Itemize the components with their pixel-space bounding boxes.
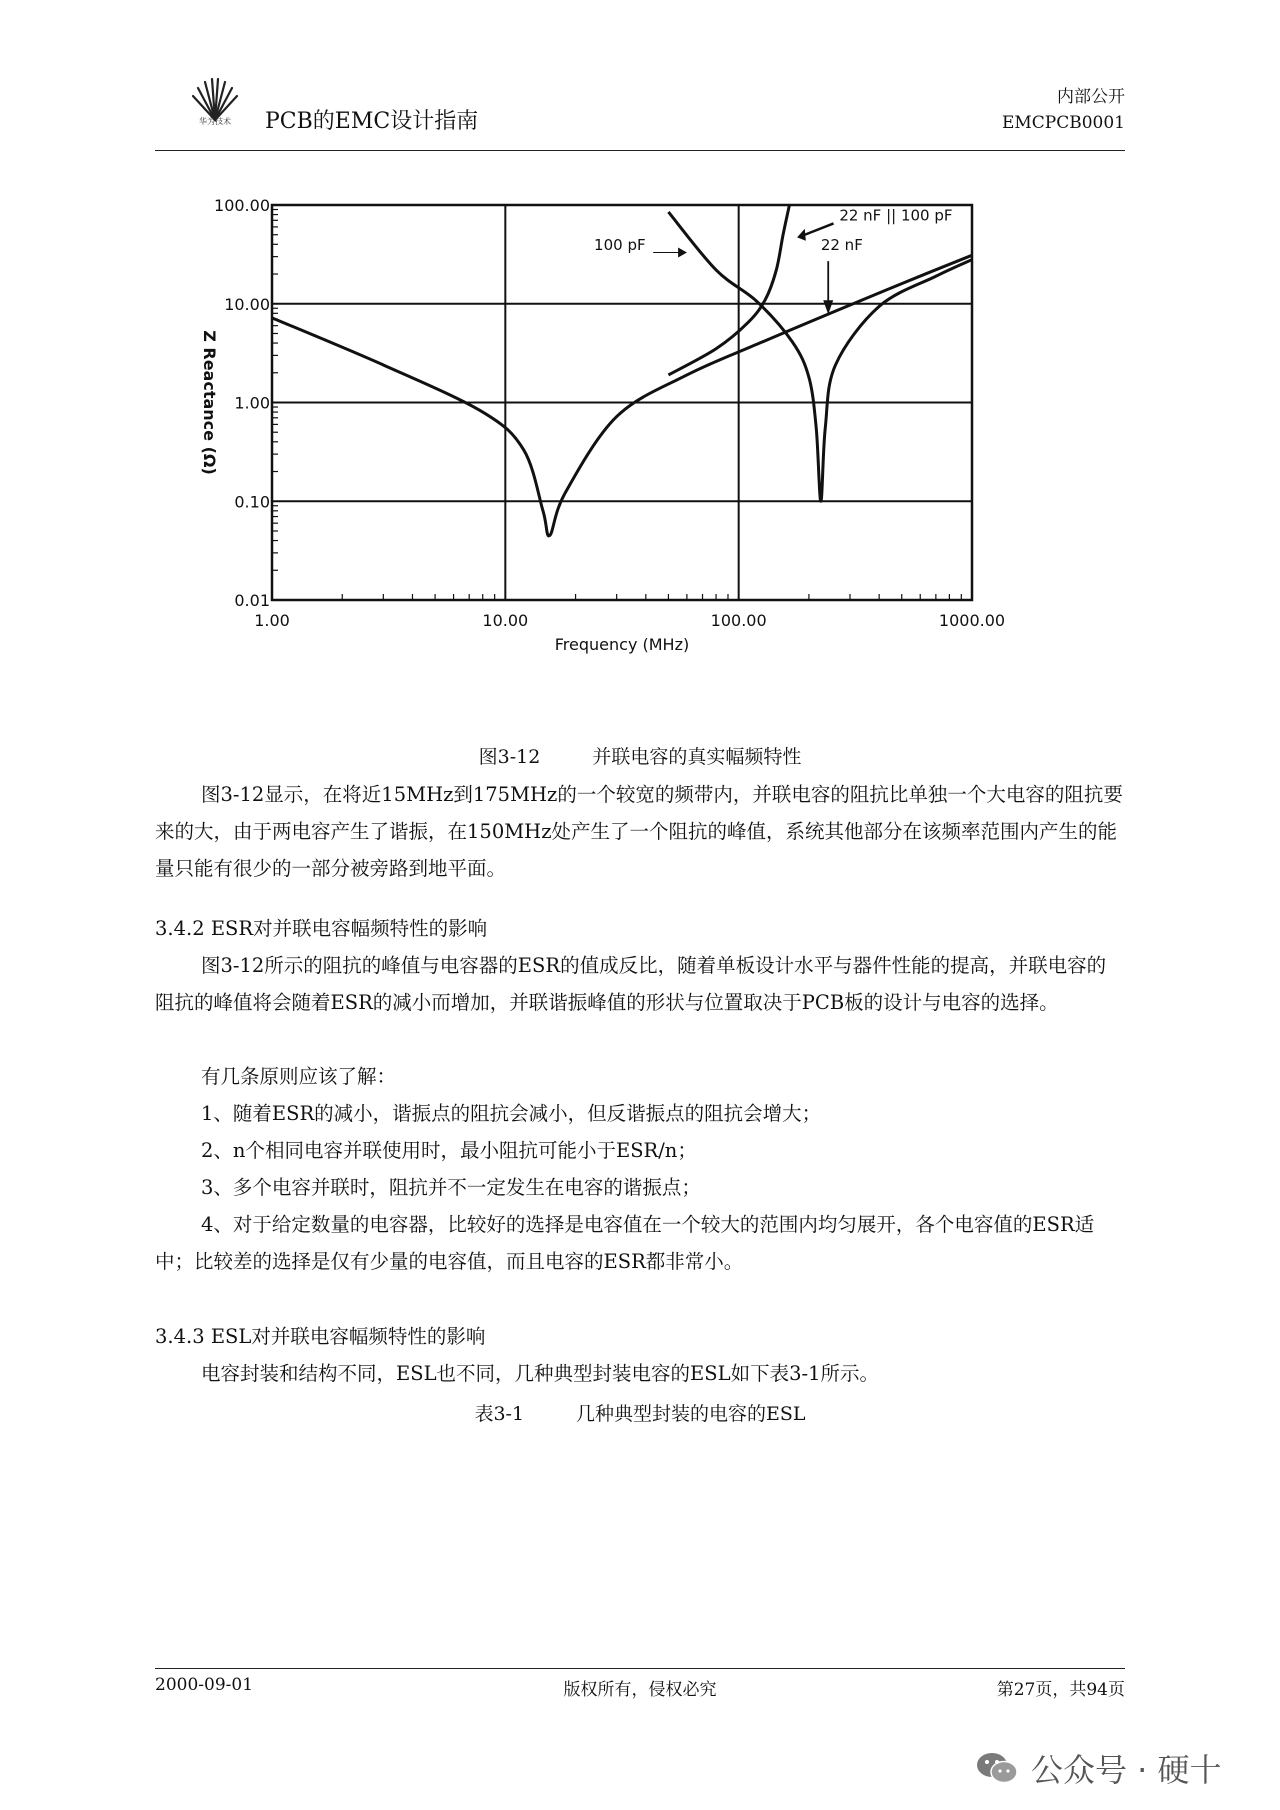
- y-tick-label: 1.00: [234, 393, 270, 413]
- y-tick-label: 0.10: [234, 492, 270, 512]
- table-number: 表3-1: [474, 1403, 525, 1425]
- table-title: 几种典型封装的电容的ESL: [576, 1403, 806, 1425]
- principle-4: 4、对于给定数量的电容器，比较好的选择是电容值在一个较大的范围内均匀展开，各个电容值的ESR适中；比较差的选择是仅有少量的电容值，而且电容的ESR都非常小。: [155, 1213, 1095, 1273]
- figure-number: 图3-12: [478, 746, 541, 768]
- principle-3: 3、多个电容并联时，阻抗并不一定发生在电容的谐振点；: [201, 1176, 701, 1199]
- wechat-icon: [975, 1750, 1019, 1786]
- series-line-22-nf-100-pf: [668, 205, 789, 375]
- footer-page-number: 第27页，共94页: [996, 1680, 1125, 1700]
- x-axis-label: Frequency (MHz): [554, 635, 690, 654]
- header-right: [1002, 84, 1125, 136]
- x-tick-label: 100.00: [710, 611, 767, 630]
- document-title: PCB的EMC设计指南: [265, 109, 479, 134]
- document-id: EMCPCB0001: [1001, 113, 1125, 133]
- principle-2: 2、n个相同电容并联使用时，最小阻抗可能小于ESR/n；: [201, 1139, 697, 1162]
- y-tick-label: 100.00: [214, 196, 270, 215]
- y-tick-label: 10.00: [224, 294, 270, 314]
- page-footer: [155, 1668, 1125, 1700]
- annotation-parallel: 22 nF || 100 pF: [839, 206, 953, 225]
- table-caption: [0, 1399, 1280, 1426]
- classification-label: 内部公开: [1057, 87, 1125, 107]
- x-tick-label: 1.00: [254, 611, 290, 630]
- annotation-parallel-arrowhead: [797, 229, 806, 241]
- principles-intro: 有几条原则应该了解：: [201, 1065, 397, 1088]
- series-line-22-nf: [272, 255, 972, 536]
- paragraph-2: 图3-12所示的阻抗的峰值与电容器的ESR的值成反比，随着单板设计水平与器件性能的提高，并联电容的阻抗的峰值将会随着ESR的减小而增加，并联谐振峰值的形状与位置取决于PCB板的设计与电容的选择。: [155, 954, 1107, 1014]
- annotation-100pf-arrowhead: [678, 248, 687, 258]
- annotation-22nf: 22 nF: [820, 236, 863, 255]
- page-header: [155, 70, 1125, 151]
- figure-title: 并联电容的真实幅频特性: [592, 746, 802, 768]
- section-heading-3-4-2: 3.4.2 ESR对并联电容幅频特性的影响: [155, 917, 488, 940]
- x-tick-label: 10.00: [482, 611, 529, 630]
- logo-caption: 华为技术: [199, 117, 231, 126]
- paragraph-1: 图3-12显示，在将近15MHz到175MHz的一个较宽的频带内，并联电容的阻抗比单独一个大电容的阻抗要来的大，由于两电容产生了谐振，在150MHz处产生了一个阻抗的峰值，系统其他部分在该频率范围内产生的能量只能有很少的一部分被旁路到地平面。: [155, 783, 1123, 880]
- watermark: [975, 1748, 1222, 1788]
- annotation-parallel-arrow-shaft: [805, 223, 834, 234]
- footer-copyright: 版权所有，侵权必究: [563, 1680, 717, 1700]
- impedance-chart: [200, 185, 1110, 730]
- y-axis-label: Z Reactance (Ω): [200, 330, 219, 475]
- principle-1: 1、随着ESR的减小，谐振点的阻抗会减小，但反谐振点的阻抗会增大；: [201, 1102, 822, 1125]
- chart-svg: [200, 185, 1110, 730]
- watermark-text: 公众号 · 硬十: [1031, 1751, 1222, 1789]
- annotation-100pf: 100 pF: [594, 236, 646, 255]
- x-tick-label: 1000.00: [938, 611, 1006, 630]
- section-heading-3-4-3: 3.4.3 ESL对并联电容幅频特性的影响: [155, 1325, 486, 1348]
- paragraph-3: 电容封装和结构不同，ESL也不同，几种典型封装电容的ESL如下表3-1所示。: [201, 1362, 879, 1385]
- figure-caption: [0, 742, 1280, 769]
- y-tick-label: 0.01: [234, 591, 270, 610]
- footer-date: 2000-09-01: [155, 1675, 254, 1695]
- series-line-100-pf: [668, 212, 972, 501]
